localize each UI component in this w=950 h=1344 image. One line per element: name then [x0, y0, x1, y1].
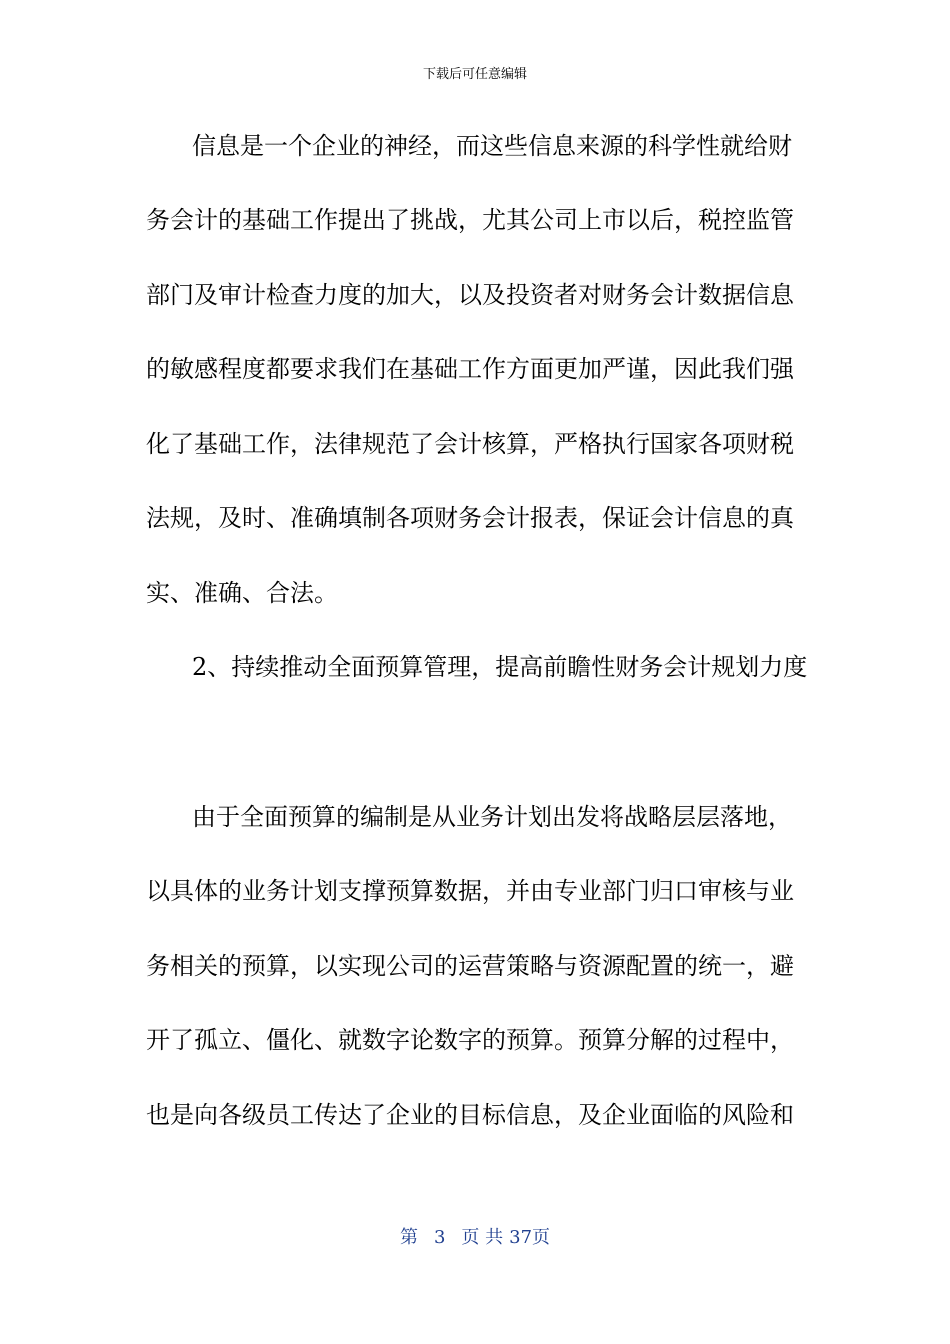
text-line: 以具体的业务计划支撑预算数据，并由专业部门归口审核与业: [146, 877, 794, 905]
text-line: 由于全面预算的编制是从业务计划出发将战略层层落地，: [192, 803, 792, 831]
text-line: 化了基础工作，法律规范了会计核算，严格执行国家各项财税: [146, 430, 794, 458]
text-line: 务会计的基础工作提出了挑战，尤其公司上市以后，税控监管: [146, 206, 794, 234]
text-line: 信息是一个企业的神经，而这些信息来源的科学性就给财: [192, 132, 792, 160]
text-line: 也是向各级员工传达了企业的目标信息，及企业面临的风险和: [146, 1101, 794, 1129]
total-pages: 37: [509, 1227, 533, 1248]
text-line: 开了孤立、僵化、就数字论数字的预算。预算分解的过程中，: [146, 1026, 794, 1054]
footer-suffix: 页: [532, 1227, 551, 1248]
page-header: 下载后可任意编辑: [422, 67, 527, 82]
text-line: 务相关的预算，以实现公司的运营策略与资源配置的统一，避: [146, 952, 794, 980]
page-number: 3: [433, 1227, 446, 1248]
text-line: 实、准确、合法。: [146, 579, 338, 607]
text-line: 部门及审计检查力度的加大，以及投资者对财务会计数据信息: [146, 281, 794, 309]
footer-prefix: 第: [399, 1227, 418, 1248]
page-footer: [0, 1226, 950, 1250]
text-line: 的敏感程度都要求我们在基础工作方面更加严谨，因此我们强: [146, 355, 794, 383]
text-line: 法规，及时、准确填制各项财务会计报表，保证会计信息的真: [146, 504, 794, 532]
footer-middle: 页 共: [461, 1227, 504, 1248]
section-heading: 2、持续推动全面预算管理，提高前瞻性财务会计规划力度: [192, 653, 808, 681]
